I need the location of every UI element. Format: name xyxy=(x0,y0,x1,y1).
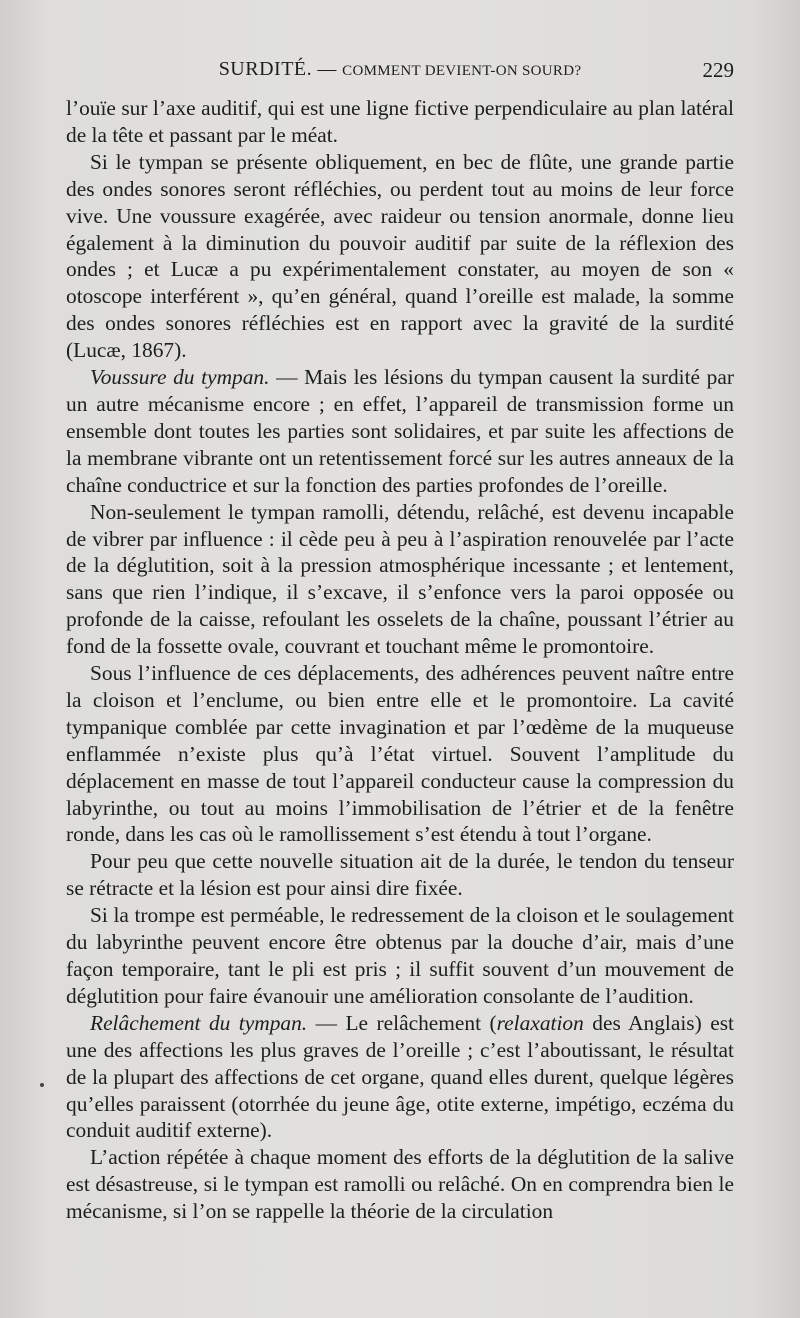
paragraph-text: Si la trompe est perméable, le redressement de la cloison et le soulagement du labyrinthe peuvent encore être obtenus par la douche d’air, mais d’une façon temporaire, tant le pli est pris ; il suffit souvent d’un mouvement de déglutition pour faire évanouir une amélioration consolante de l’audition. xyxy=(66,903,734,1008)
paragraph-3 xyxy=(66,364,734,499)
section-lead: Relâchement du tympan. xyxy=(90,1010,308,1035)
running-title-main: SURDITÉ. xyxy=(218,58,313,80)
running-header xyxy=(66,58,734,88)
paragraph-text: l’ouïe sur l’axe auditif, qui est une ligne fictive perpendiculaire au plan latéral de la tête et passant par le méat. xyxy=(66,96,734,147)
paragraph-text: L’action répétée à chaque moment des efforts de la déglutition de la salive est désastreuse, si le tympan est ramolli ou relâché. On en comprendra bien le mécanisme, si l’on se rappelle la théorie de la circulation xyxy=(66,1145,734,1224)
paragraph-text: — Le relâchement ( xyxy=(307,1010,497,1035)
paragraph-8 xyxy=(66,1010,734,1145)
running-title xyxy=(66,58,734,81)
paragraph-text: Pour peu que cette nouvelle situation ait de la durée, le tendon du tenseur se rétracte et la lésion est pour ainsi dire fixée. xyxy=(66,849,734,901)
paragraph-7 xyxy=(66,902,734,1010)
section-lead: Voussure du tympan. xyxy=(90,365,270,390)
paragraph-2 xyxy=(66,149,734,364)
paragraph-text: des Anglais) est une des affections les plus graves de l’oreille ; c’est l’aboutissant, le résultat de la plupart des affections de cet organe, quand elles durent, quelque légères qu’elles paraissent (otorrhée du jeune âge, otite externe, impétigo, eczéma du conduit auditif externe). xyxy=(66,1010,734,1143)
paragraph-text: Non-seulement le tympan ramolli, détendu, relâché, est devenu incapable de vibrer par influence : il cède peu à peu à l’aspiration renouvelée par l’acte de la déglutition, soit à la pression atmosphérique incessante ; et lentement, sans que rien l’indique, il s’excave, il s’enfonce vers la paroi opposée ou profonde de la caisse, refoulant les osselets de la chaîne, poussant l’étrier au fond de la fossette ovale, couvrant et touchant même le promontoire. xyxy=(66,499,734,659)
paragraph-text: — Mais les lésions du tympan causent la surdité par un autre mécanisme encore ; en effet, l’appareil de transmission forme un ensemble dont toutes les parties sont solidaires, et par suite les affections de la membrane vibrante ont un retentissement forcé sur les autres anneaux de la chaîne conductrice et sur la fonction des parties profondes de l’oreille. xyxy=(66,365,734,497)
page-number: 229 xyxy=(702,58,734,82)
margin-mark xyxy=(40,1083,44,1087)
running-title-sub: COMMENT DEVIENT-ON SOURD? xyxy=(342,63,582,79)
paragraph-6 xyxy=(66,848,734,902)
paragraph-4 xyxy=(66,499,734,660)
paragraph-text: Si le tympan se présente obliquement, en bec de flûte, une grande partie des ondes sonores seront réfléchies, ou perdent tout au moins de leur force vive. Une voussure exagérée, avec raideur ou tension anormale, donne lieu également à la diminution du pouvoir auditif par suite de la réflexion des ondes ; et Lucæ a pu expérimentalement constater, au moyen de son « otoscope interférent », qu’en général, quand l’oreille est malade, la somme des ondes sonores réfléchies est en rapport avec la gravité de la surdité (Lucæ, 1867). xyxy=(66,149,734,363)
paragraph-text: Sous l’influence de ces déplacements, des adhérences peuvent naître entre la cloison et l’enclume, ou bien entre elle et le promontoire. La cavité tympanique comblée par cette invagination et par l’œdème de la muqueuse enflammée n’existe plus qu’à l’état virtuel. Souvent l’amplitude du déplacement en masse de tout l’appareil conducteur cause la compression du labyrinthe, ou tout au moins l’immobilisation de l’étrier et de la fenêtre ronde, dans les cas où le ramollissement s’est étendu à tout l’organe. xyxy=(66,661,734,847)
running-title-separator: — xyxy=(312,59,343,80)
italic-term: relaxation xyxy=(496,1010,584,1035)
paragraph-1 xyxy=(66,95,734,149)
page-body xyxy=(66,95,734,1225)
paragraph-9 xyxy=(66,1144,734,1225)
paragraph-5 xyxy=(66,660,734,848)
